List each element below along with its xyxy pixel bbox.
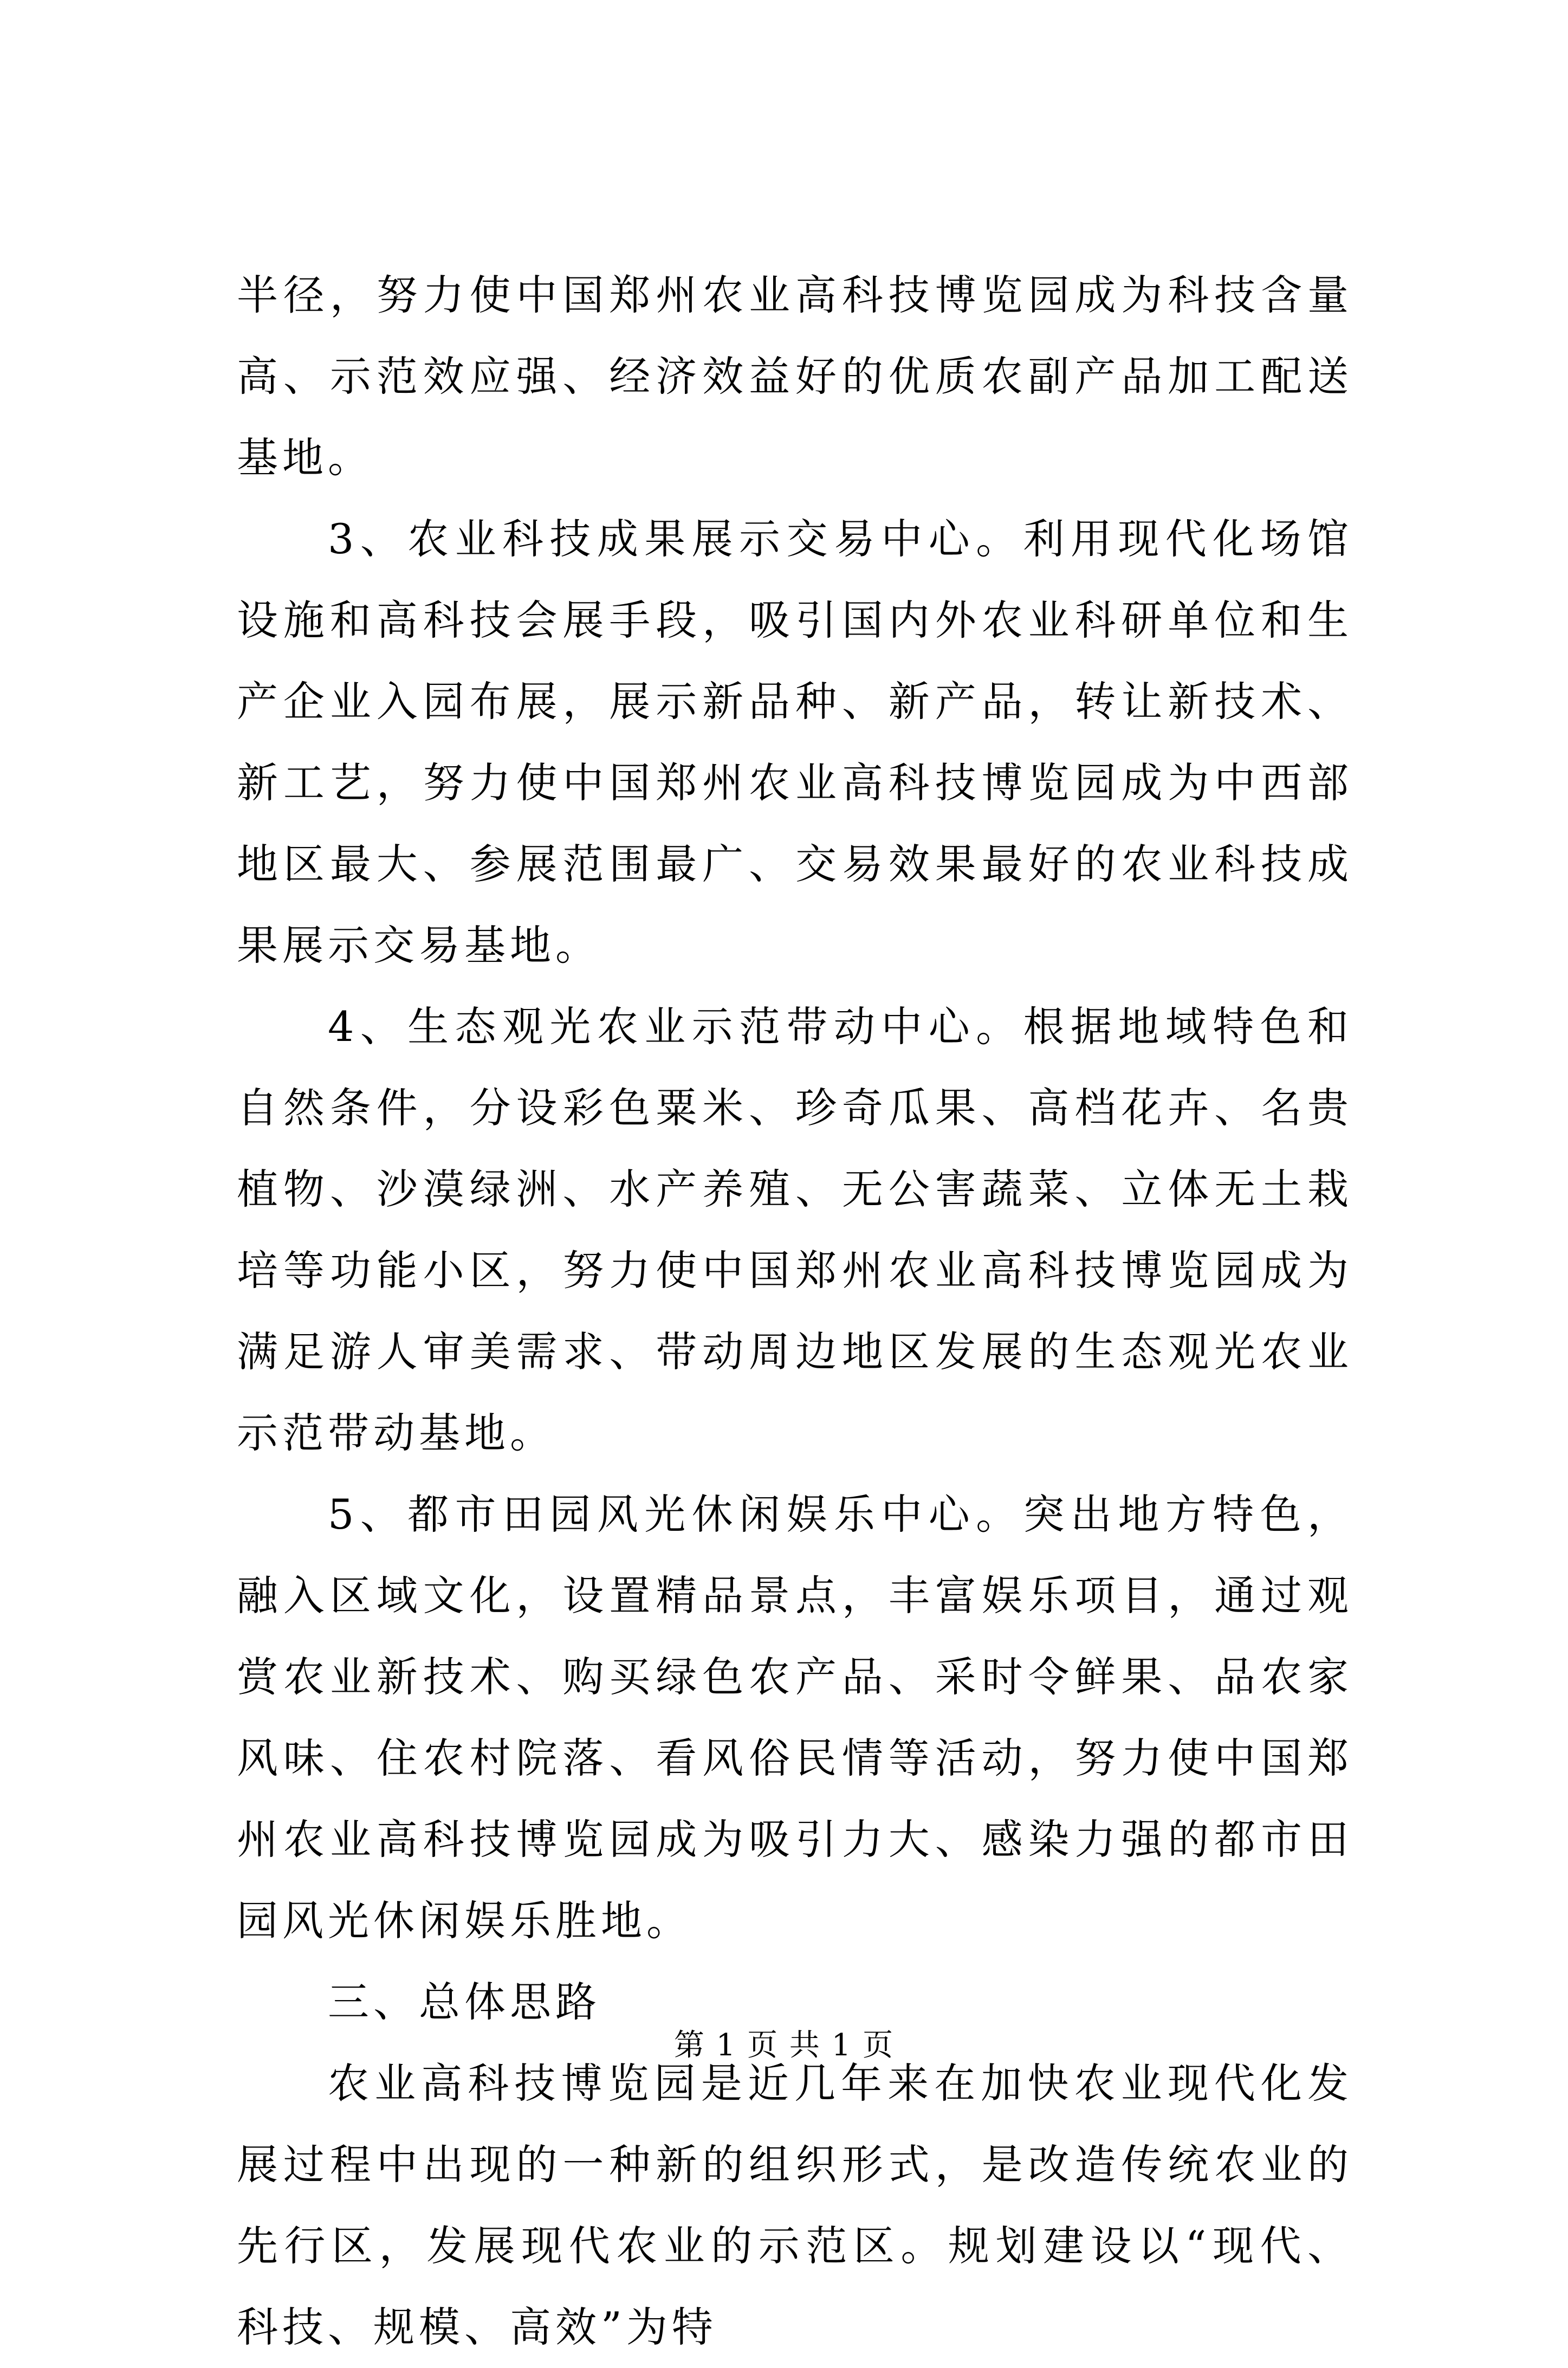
page-footer: 第 1 页 共 1 页 [673, 2028, 895, 2063]
paragraph-continuation: 半径，努力使中国郑州农业高科技博览园成为科技含量高、示范效应强、经济效益好的优质农副产品加工配送基地。 [237, 271, 1353, 482]
paragraph-item-4: 4、生态观光农业示范带动中心。根据地域特色和自然条件，分设彩色粟米、珍奇瓜果、高档花卉、名贵植物、沙漠绿洲、水产养殖、无公害蔬菜、立体无土栽培等功能小区，努力使中国郑州农业高科技博览园成为满足游人审美需求、带动周边地区发展的生态观光农业示范带动基地。 [237, 1002, 1353, 1457]
paragraph-item-5: 5、都市田园风光休闲娱乐中心。突出地方特色，融入区域文化，设置精品景点，丰富娱乐项目，通过观赏农业新技术、购买绿色农产品、采时令鲜果、品农家风味、住农村院落、看风俗民情等活动，努力使中国郑州农业高科技博览园成为吸引力大、感染力强的都市田园风光休闲娱乐胜地。 [237, 1490, 1353, 1945]
section-heading: 三、总体思路 [328, 1978, 601, 2026]
paragraph-item-3: 3、农业科技成果展示交易中心。利用现代化场馆设施和高科技会展手段，吸引国内外农业科研单位和生产企业入园布展，展示新品种、新产品，转让新技术、新工艺，努力使中国郑州农业高科技博览园成为中西部地区最大、参展范围最广、交易效果最好的农业科技成果展示交易基地。 [237, 515, 1353, 969]
paragraph-overview: 农业高科技博览园是近几年来在加快农业现代化发展过程中出现的一种新的组织形式，是改造传统农业的先行区，发展现代农业的示范区。规划建设以“现代、科技、规模、高效”为特 [237, 2059, 1353, 2351]
